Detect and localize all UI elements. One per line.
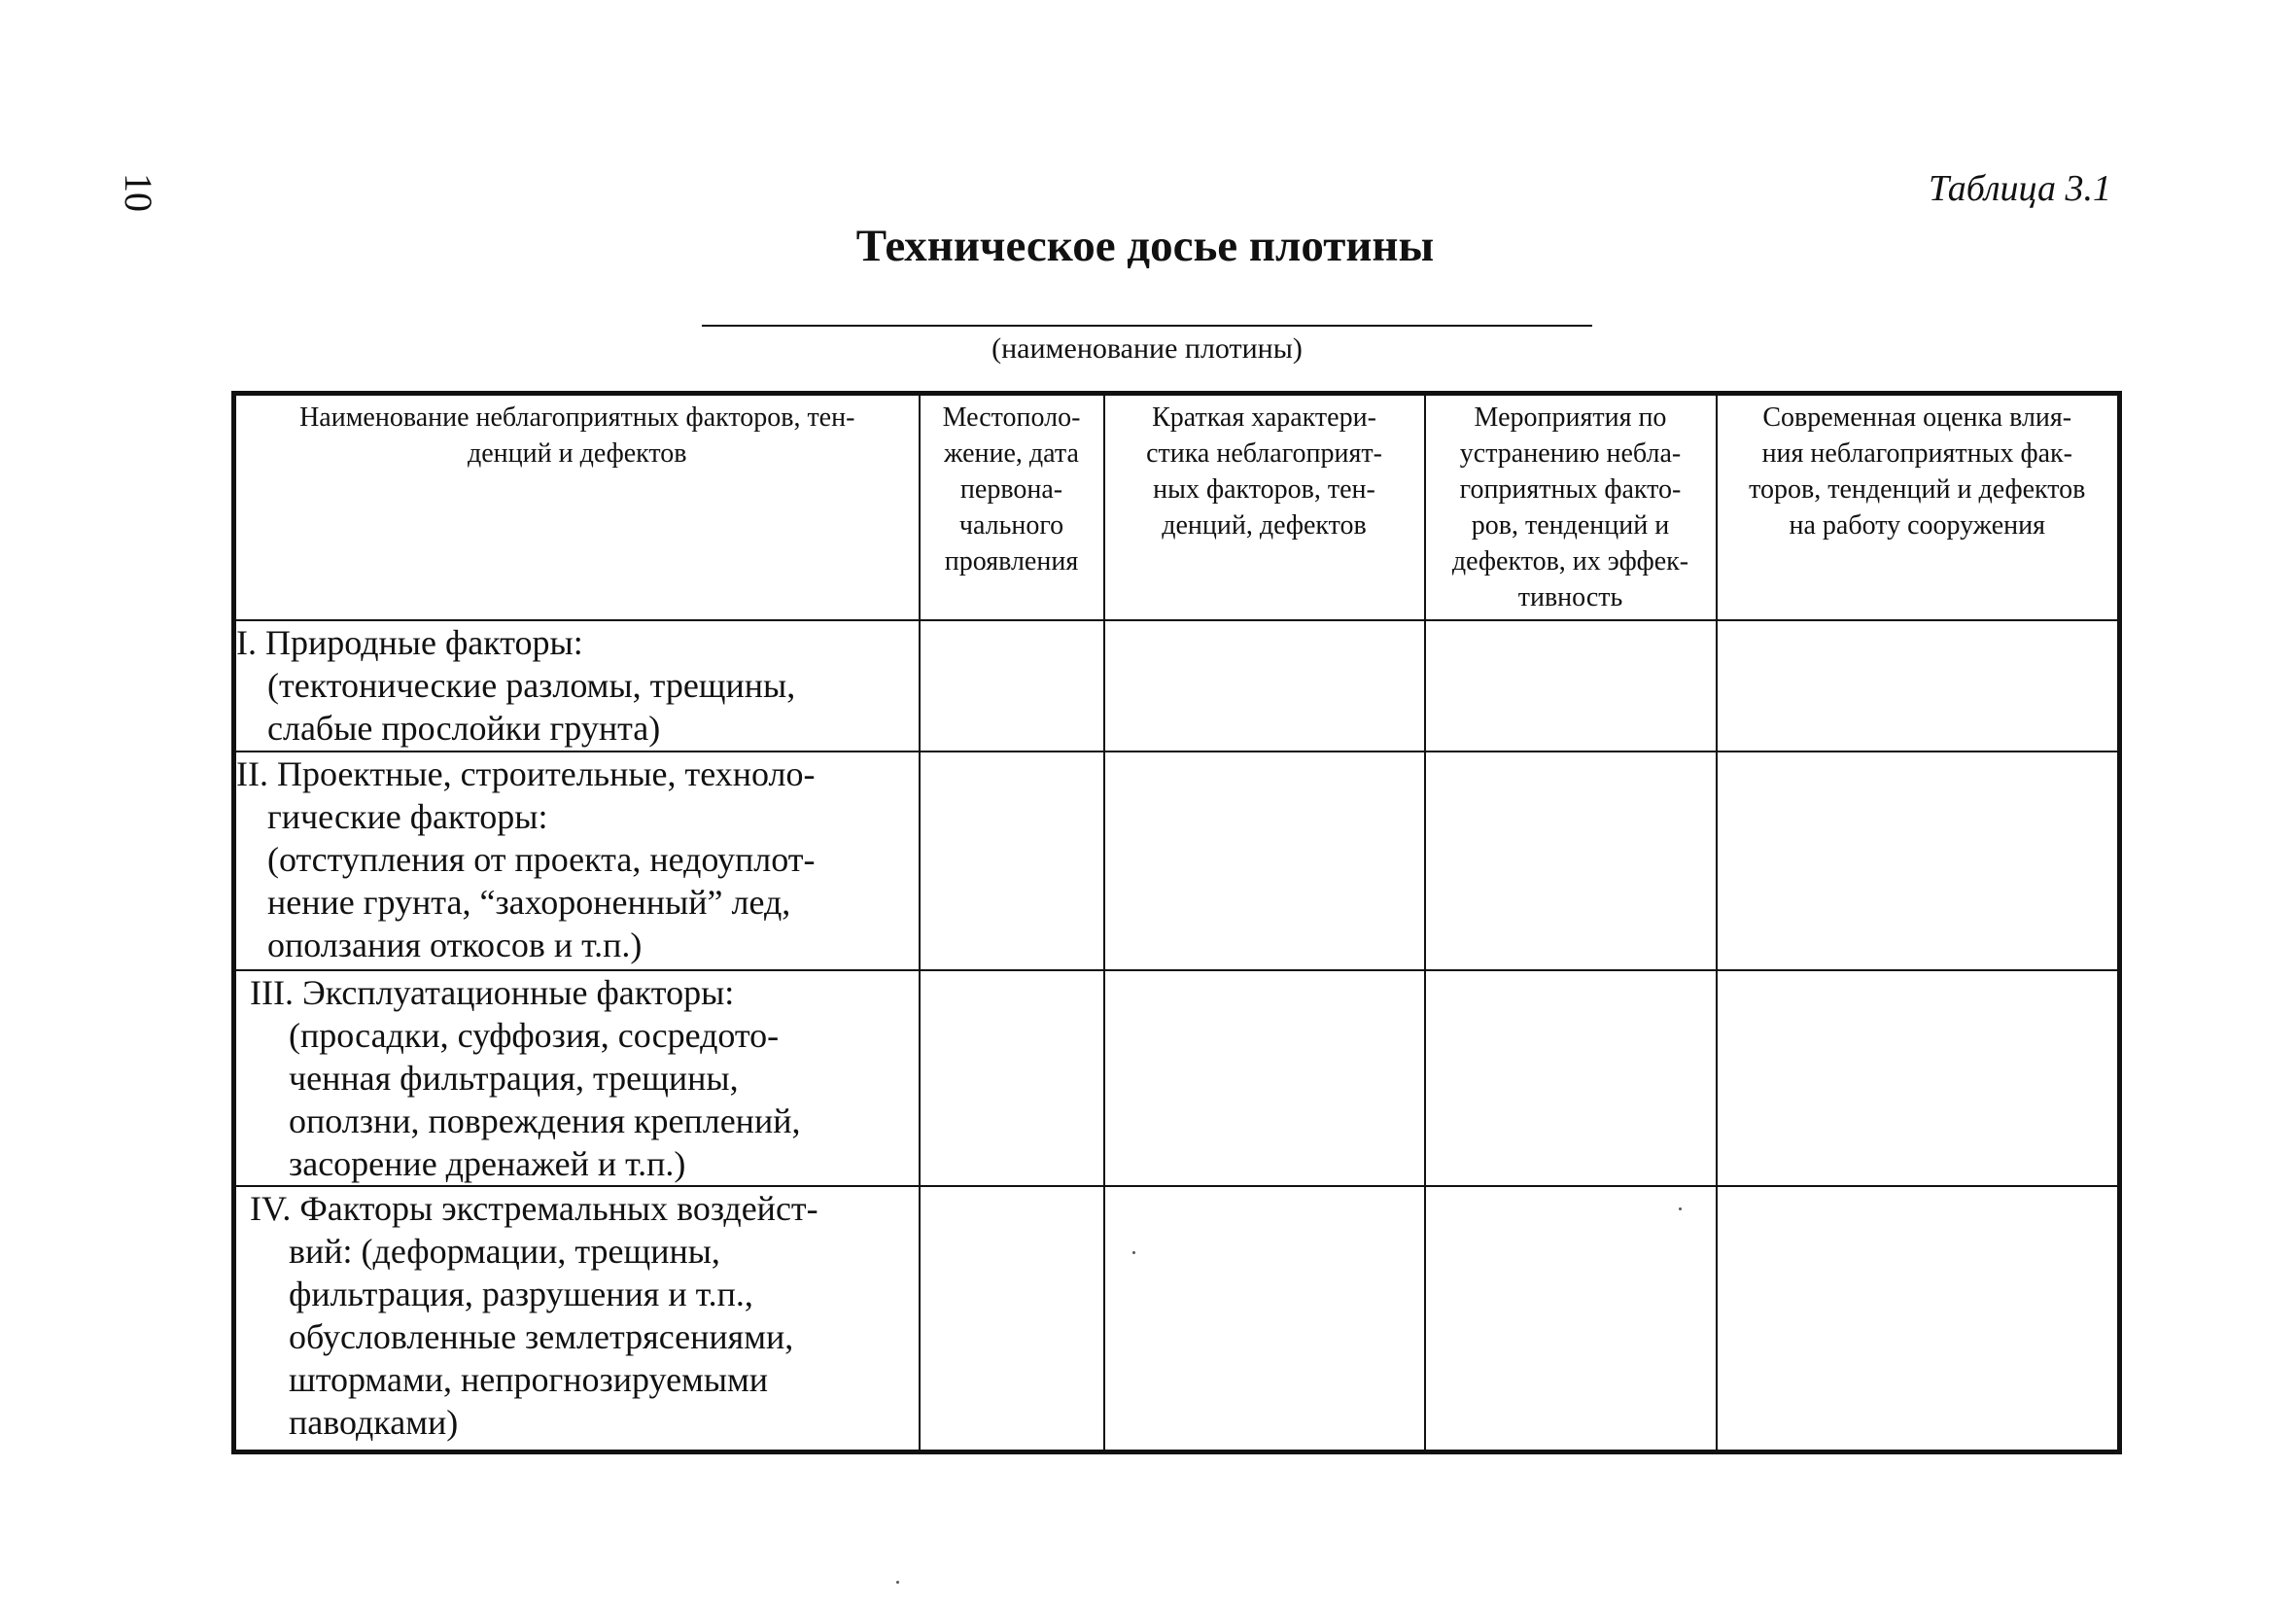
scan-speck <box>1679 1207 1682 1210</box>
header-line: гоприятных факто- <box>1459 474 1682 505</box>
header-characteristics <box>1104 394 1425 620</box>
header-line: стика неблагоприят- <box>1146 438 1382 469</box>
scan-speck <box>896 1581 899 1584</box>
header-line: Мероприятия по <box>1474 402 1667 433</box>
empty-cell <box>1425 970 1717 1186</box>
factor-detail: оползни, повреждения креплений, <box>289 1101 801 1140</box>
empty-cell <box>920 752 1104 970</box>
empty-cell <box>920 620 1104 752</box>
header-line: устранению небла- <box>1459 438 1682 469</box>
factor-detail: нение грунта, “захороненный” лед, <box>267 882 791 922</box>
header-row <box>234 394 2120 620</box>
header-line: денций, дефектов <box>1162 510 1367 541</box>
empty-cell <box>920 1186 1104 1452</box>
table-row-operational-factors <box>234 970 2120 1186</box>
header-line: Местополо- <box>942 402 1081 433</box>
factor-detail: оползания откосов и т.п.) <box>267 925 643 964</box>
header-line: ров, тенденций и <box>1471 510 1670 541</box>
factor-detail: обусловленные землетрясениями, <box>289 1316 794 1356</box>
header-line: Современная оценка влия- <box>1762 402 2072 433</box>
header-line: ных факторов, тен- <box>1153 474 1375 505</box>
factor-cell <box>234 970 920 1186</box>
empty-cell <box>1104 752 1425 970</box>
factor-title: I. Природные факторы: <box>236 622 583 662</box>
empty-cell <box>1104 970 1425 1186</box>
header-line: дефектов, их эффек- <box>1451 546 1689 577</box>
dam-name-blank-line <box>702 325 1592 327</box>
factor-title: II. Проектные, строительные, техноло- <box>236 753 816 793</box>
header-line: ния неблагоприятных фак- <box>1761 438 2072 469</box>
header-measures <box>1425 394 1717 620</box>
factor-detail: штормами, непрогнозируемыми <box>289 1359 769 1399</box>
header-location-date <box>920 394 1104 620</box>
header-line: жение, дата <box>944 438 1079 469</box>
document-title <box>0 220 2296 272</box>
header-line: на работу сооружения <box>1789 510 2046 541</box>
empty-cell <box>1425 752 1717 970</box>
factor-title: III. Эксплуатационные факторы: <box>250 972 735 1012</box>
empty-cell <box>1425 1186 1717 1452</box>
factor-detail: вий: (деформации, трещины, <box>289 1231 720 1271</box>
empty-cell <box>1104 620 1425 752</box>
empty-cell <box>1104 1186 1425 1452</box>
factor-title: IV. Факторы экстремальных воздейст- <box>250 1188 818 1228</box>
factor-detail: паводками) <box>289 1402 459 1442</box>
factor-cell <box>234 752 920 970</box>
factor-detail: засорение дренажей и т.п.) <box>289 1143 686 1183</box>
header-line: чального <box>958 510 1064 541</box>
empty-cell <box>920 970 1104 1186</box>
factor-cell <box>234 1186 920 1452</box>
header-line: тивность <box>1517 582 1623 612</box>
factor-detail: фильтрация, разрушения и т.п., <box>289 1274 753 1313</box>
document-title-text: Техническое досье плотины <box>855 221 1435 271</box>
table-label: Таблица 3.1 <box>1929 168 2111 209</box>
empty-cell <box>1717 970 2120 1186</box>
factor-detail: (просадки, суффозия, сосредото- <box>289 1015 780 1055</box>
scan-speck <box>1132 1251 1135 1254</box>
factor-detail: (отступления от проекта, недоуплот- <box>267 839 816 879</box>
header-line: Краткая характери- <box>1152 402 1376 433</box>
header-factor-name-line: денций и дефектов <box>467 438 687 469</box>
page-number: 10 <box>117 173 160 212</box>
dam-name-caption: (наименование плотины) <box>991 332 1303 365</box>
header-factor-name <box>234 394 920 620</box>
table-row-extreme-factors <box>234 1186 2120 1452</box>
table-row-design-factors <box>234 752 2120 970</box>
factor-title-cont: гические факторы: <box>267 796 548 836</box>
empty-cell <box>1717 752 2120 970</box>
factor-cell <box>234 620 920 752</box>
factor-detail: ченная фильтрация, трещины, <box>289 1058 739 1098</box>
empty-cell <box>1717 1186 2120 1452</box>
dossier-table <box>231 391 2122 1454</box>
header-line: первона- <box>959 474 1063 505</box>
header-current-assessment <box>1717 394 2120 620</box>
factor-detail: (тектонические разломы, трещины, <box>267 665 796 705</box>
factor-detail: слабые прослойки грунта) <box>267 708 661 748</box>
table-row-natural-factors <box>234 620 2120 752</box>
header-factor-name-line: Наименование неблагоприятных факторов, тен- <box>299 402 855 433</box>
empty-cell <box>1425 620 1717 752</box>
header-line: проявления <box>944 546 1079 577</box>
header-line: торов, тенденций и дефектов <box>1749 474 2086 505</box>
empty-cell <box>1717 620 2120 752</box>
